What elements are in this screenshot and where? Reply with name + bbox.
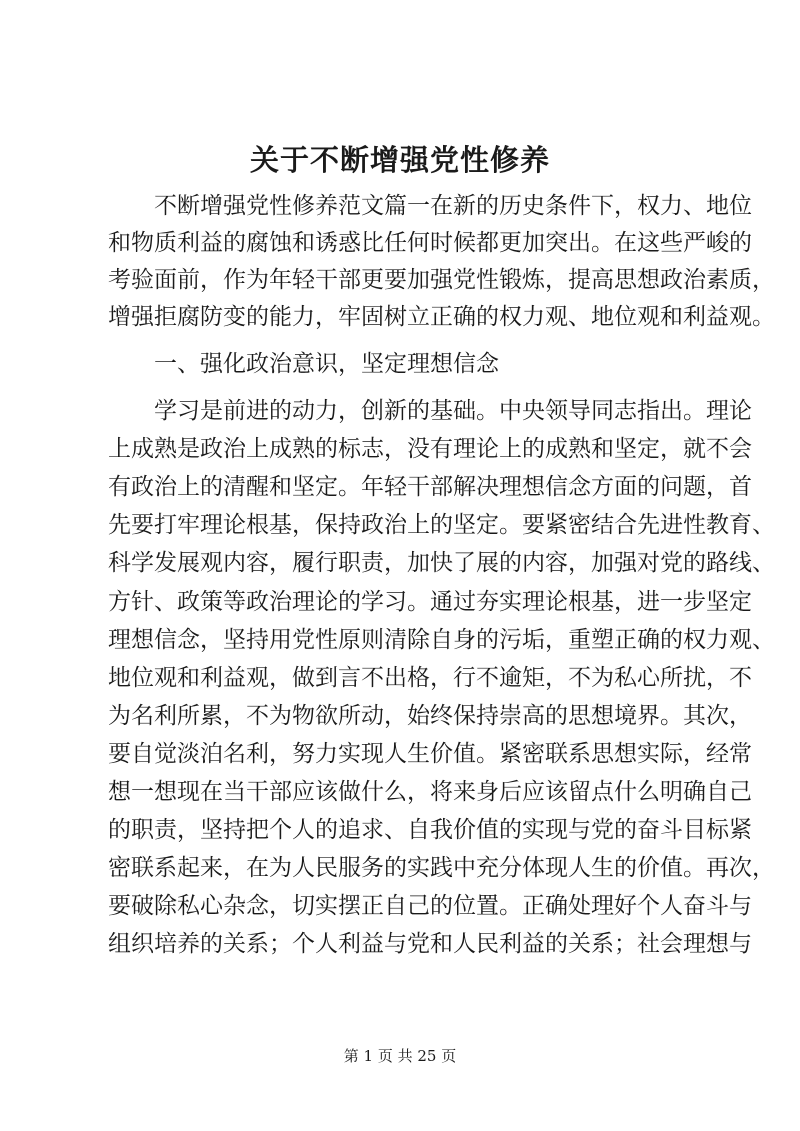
paragraph-line: 要破除私心杂念，切实摆正自己的位置。正确处理好个人奋斗与	[108, 893, 752, 919]
section-heading: 一、强化政治意识，坚定理想信念	[154, 351, 499, 377]
paragraph-line: 组织培养的关系；个人利益与党和人民利益的关系；社会理想与	[108, 931, 752, 957]
document-title: 关于不断增强党性修养	[249, 143, 550, 177]
paragraph-line: 为名利所累，不为物欲所动，始终保持崇高的思想境界。其次，	[108, 703, 752, 729]
paragraph-line: 方针、政策等政治理论的学习。通过夯实理论根基，进一步坚定	[108, 589, 752, 615]
paragraph-line: 不断增强党性修养范文篇一在新的历史条件下，权力、地位	[154, 193, 752, 219]
paragraph-line: 的职责，坚持把个人的追求、自我价值的实现与党的奋斗目标紧	[108, 817, 752, 843]
paragraph-line: 和物质利益的腐蚀和诱惑比任何时候都更加突出。在这些严峻的	[108, 230, 752, 256]
paragraph-line: 考验面前，作为年轻干部更要加强党性锻炼，提高思想政治素质，	[108, 267, 775, 293]
paragraph-line: 有政治上的清醒和坚定。年轻干部解决理想信念方面的问题，首	[108, 474, 752, 500]
paragraph-line: 科学发展观内容，履行职责，加快了展的内容，加强对党的路线、	[108, 550, 775, 576]
paragraph-line: 学习是前进的动力，创新的基础。中央领导同志指出。理论	[154, 398, 752, 424]
paragraph-line: 上成熟是政治上成熟的标志，没有理论上的成熟和坚定，就不会	[108, 436, 752, 462]
paragraph-line: 地位观和利益观，做到言不出格，行不逾矩，不为私心所扰，不	[108, 665, 752, 691]
paragraph-line: 要自觉淡泊名利，努力实现人生价值。紧密联系思想实际，经常	[108, 741, 752, 767]
paragraph-line: 密联系起来，在为人民服务的实践中充分体现人生的价值。再次，	[108, 855, 775, 881]
paragraph-line: 理想信念，坚持用党性原则清除自身的污垢，重塑正确的权力观、	[108, 627, 775, 653]
paragraph-line: 先要打牢理论根基，保持政治上的坚定。要紧密结合先进性教育、	[108, 512, 775, 538]
page-footer: 第 1 页 共 25 页	[343, 1047, 457, 1065]
paragraph-line: 增强拒腐防变的能力，牢固树立正确的权力观、地位观和利益观。	[108, 304, 775, 330]
paragraph-line: 想一想现在当干部应该做什么，将来身后应该留点什么明确自己	[108, 779, 752, 805]
